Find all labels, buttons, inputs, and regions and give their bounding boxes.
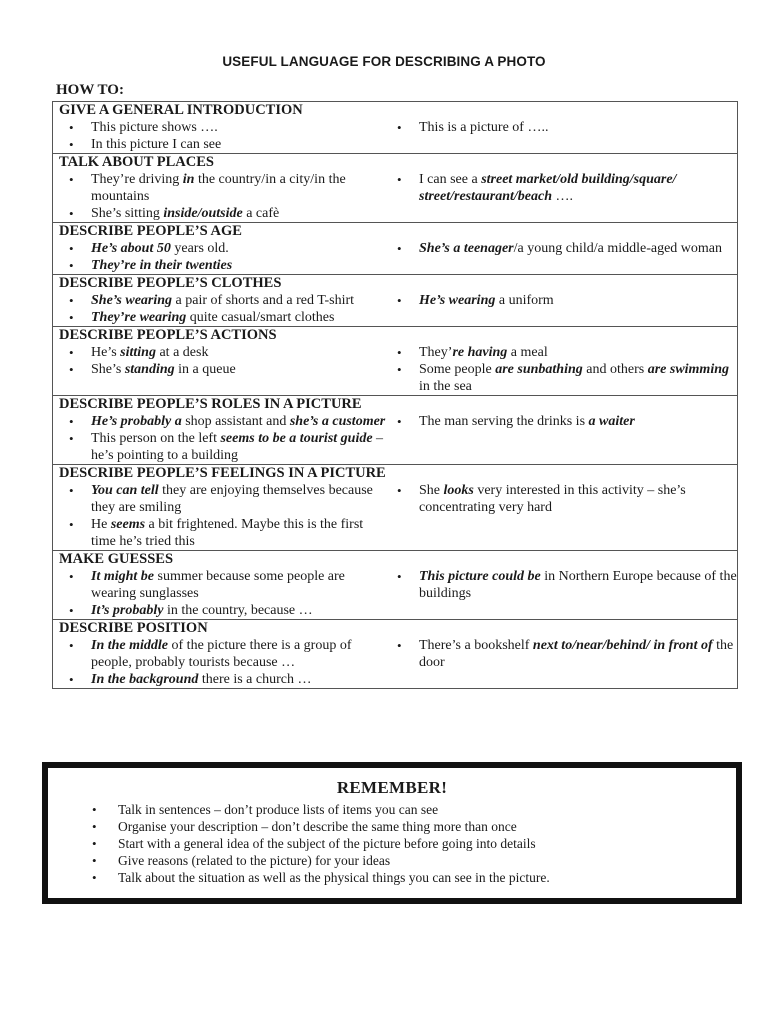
phrase-text: The man serving the drinks is (419, 414, 589, 429)
phrase-list (69, 240, 387, 274)
remember-item: • Talk about the situation as well as the physical things you can see in the picture. (92, 869, 736, 886)
section (53, 464, 737, 550)
phrase-column-left (53, 240, 387, 274)
phrase-text: There’s a bookshelf (419, 638, 533, 653)
phrase-list (69, 119, 387, 153)
phrase-list (397, 344, 737, 395)
phrase-text: /a young child/a middle-aged woman (513, 241, 723, 256)
section-heading: DESCRIBE PEOPLE’S ACTIONS (59, 327, 277, 343)
phrase-item (69, 637, 387, 671)
phrase-column-left (53, 413, 387, 464)
phrase-text: in a queue (174, 362, 236, 377)
section-body (53, 240, 737, 274)
key-phrase: seems (110, 517, 146, 532)
phrase-text: He (91, 517, 111, 532)
phrase-item (397, 361, 737, 395)
phrase-item (397, 171, 737, 205)
phrase-text: This is a picture of ….. (419, 120, 549, 135)
key-phrase: re having (452, 345, 508, 360)
phrase-list (397, 292, 737, 309)
phrase-item (69, 119, 387, 136)
section-body (53, 413, 737, 464)
phrase-item (69, 430, 387, 464)
remember-item: • Give reasons (related to the picture) for your ideas (92, 852, 736, 869)
phrase-item (397, 482, 737, 516)
key-phrase: He’s about 50 (91, 241, 171, 256)
section-body (53, 171, 737, 222)
phrase-text: a uniform (495, 293, 554, 308)
key-phrase: standing (124, 362, 175, 377)
phrase-list (397, 119, 737, 136)
key-phrase: sitting (120, 345, 156, 360)
phrase-column-right (387, 344, 737, 395)
phrase-list (69, 482, 387, 550)
phrase-list (69, 637, 387, 688)
phrase-column-right (387, 413, 737, 464)
phrase-item (69, 292, 387, 309)
phrase-text: She’s sitting (91, 206, 164, 221)
key-phrase: She’s a teenager (419, 241, 514, 256)
phrase-text: Some people (419, 362, 496, 377)
key-phrase: It might be (91, 569, 155, 584)
key-phrase: You can tell (91, 483, 159, 498)
phrase-text: summer because some people are wearing sunglasses (91, 569, 345, 601)
phrase-item (69, 205, 387, 222)
key-phrase: In the background (91, 672, 199, 687)
section (53, 102, 737, 153)
section (53, 326, 737, 395)
section (53, 274, 737, 326)
key-phrase: They’re wearing (91, 310, 187, 325)
phrase-text: a pair of shorts and a red T-shirt (172, 293, 355, 308)
phrase-item (397, 119, 737, 136)
key-phrase: They’re in their twenties (91, 258, 233, 273)
phrase-text: very interested in this activity – she’s concentrating very hard (419, 483, 686, 515)
section (53, 222, 737, 274)
phrase-item (69, 240, 387, 257)
phrase-text: years old. (170, 241, 229, 256)
phrase-item (69, 257, 387, 274)
key-phrase: He’s probably a (91, 414, 182, 429)
key-phrase: she’s a customer (289, 414, 386, 429)
phrase-text: This person on the left (91, 431, 221, 446)
remember-box (42, 762, 742, 904)
phrase-column-right (387, 240, 737, 274)
phrase-text: the door (419, 638, 734, 670)
phrase-table (52, 101, 738, 689)
phrase-item (397, 240, 737, 257)
section-body (53, 637, 737, 688)
phrase-text: at a desk (155, 345, 209, 360)
page-title: USEFUL LANGUAGE FOR DESCRIBING A PHOTO (222, 54, 546, 69)
phrase-list (397, 637, 737, 671)
phrase-item (69, 671, 387, 688)
key-phrase: in (182, 172, 195, 187)
section-heading: GIVE A GENERAL INTRODUCTION (59, 102, 303, 118)
phrase-column-right (387, 568, 737, 619)
phrase-column-left (53, 568, 387, 619)
key-phrase: In the middle (91, 638, 169, 653)
section-body (53, 482, 737, 550)
phrase-text: a meal (507, 345, 548, 360)
phrase-text: and others (582, 362, 648, 377)
section-heading: DESCRIBE PEOPLE’S FEELINGS IN A PICTURE (59, 465, 386, 481)
howto-heading: HOW TO: (56, 82, 124, 98)
phrase-column-right (387, 119, 737, 153)
phrase-text: there is a church … (198, 672, 312, 687)
section (53, 550, 737, 619)
phrase-item (397, 344, 737, 361)
phrase-text: He’s (91, 345, 121, 360)
phrase-text: They’ (419, 345, 453, 360)
section-body (53, 292, 737, 326)
phrase-item (397, 568, 737, 602)
phrase-list (69, 171, 387, 222)
phrase-column-right (387, 637, 737, 688)
key-phrase: are sunbathing (495, 362, 583, 377)
phrase-column-left (53, 344, 387, 395)
phrase-item (397, 413, 737, 430)
phrase-column-left (53, 292, 387, 326)
section (53, 395, 737, 464)
phrase-item (69, 602, 387, 619)
phrase-item (397, 292, 737, 309)
remember-list (92, 801, 736, 886)
section (53, 153, 737, 222)
key-phrase: She’s wearing (91, 293, 173, 308)
section-heading: DESCRIBE PEOPLE’S AGE (59, 223, 242, 239)
phrase-text: in the country, because … (163, 603, 313, 618)
phrase-text: in the sea (419, 379, 472, 394)
remember-item: • Talk in sentences – don’t produce lists of items you can see (92, 801, 736, 818)
key-phrase: This picture could be (419, 569, 541, 584)
phrase-text: in Northern Europe because of the buildings (419, 569, 737, 601)
phrase-list (397, 240, 737, 257)
phrase-text: of the picture there is a group of people, probably tourists because … (91, 638, 352, 670)
phrase-item (69, 309, 387, 326)
remember-item: • Start with a general idea of the subject of the picture before going into details (92, 835, 736, 852)
phrase-list (397, 568, 737, 602)
key-phrase: inside/outside (163, 206, 243, 221)
phrase-text: …. (552, 189, 574, 204)
phrase-text: shop assistant and (181, 414, 290, 429)
phrase-item (69, 482, 387, 516)
phrase-item (397, 637, 737, 671)
phrase-column-left (53, 171, 387, 222)
phrase-column-left (53, 119, 387, 153)
phrase-item (69, 344, 387, 361)
phrase-text: I can see a (419, 172, 482, 187)
phrase-list (69, 344, 387, 378)
phrase-item (69, 171, 387, 205)
phrase-item (69, 413, 387, 430)
phrase-text: they are enjoying themselves because they are smiling (91, 483, 373, 515)
section-body (53, 344, 737, 395)
key-phrase: It’s probably (91, 603, 164, 618)
remember-title: REMEMBER! (336, 778, 448, 797)
section-heading: MAKE GUESSES (59, 551, 174, 567)
section-heading: DESCRIBE PEOPLE’S CLOTHES (59, 275, 282, 291)
phrase-text: In this picture I can see (91, 137, 222, 152)
phrase-column-left (53, 482, 387, 550)
phrase-text: a bit frightened. Maybe this is the first time he’s tried this (91, 517, 364, 549)
key-phrase: next to/near/behind/ in front of (532, 638, 713, 653)
key-phrase: a waiter (588, 414, 635, 429)
phrase-list (397, 413, 737, 430)
phrase-text: quite casual/smart clothes (186, 310, 335, 325)
phrase-column-left (53, 637, 387, 688)
phrase-column-right (387, 292, 737, 326)
section-heading: DESCRIBE PEOPLE’S ROLES IN A PICTURE (59, 396, 362, 412)
phrase-list (69, 292, 387, 326)
phrase-column-right (387, 482, 737, 550)
section-heading: DESCRIBE POSITION (59, 620, 208, 636)
phrase-text: the country/in a city/in the mountains (91, 172, 346, 204)
phrase-item (69, 136, 387, 153)
phrase-text: They’re driving (91, 172, 183, 187)
key-phrase: He’s wearing (419, 293, 496, 308)
phrase-list (69, 413, 387, 464)
phrase-item (69, 568, 387, 602)
phrase-text: a cafè (242, 206, 280, 221)
phrase-text: She (419, 483, 444, 498)
key-phrase: are swimming (647, 362, 729, 377)
section (53, 619, 737, 688)
phrase-column-right (387, 171, 737, 222)
section-body (53, 568, 737, 619)
remember-item: • Organise your description – don’t describe the same thing more than once (92, 818, 736, 835)
key-phrase: street market/old building/square/ street/restaurant/beach (419, 172, 677, 204)
phrase-text: – he’s pointing to a building (91, 431, 384, 463)
key-phrase: looks (443, 483, 474, 498)
key-phrase: seems to be a tourist guide (220, 431, 373, 446)
phrase-list (397, 171, 737, 205)
section-body (53, 119, 737, 153)
phrase-text: She’s (91, 362, 125, 377)
phrase-item (69, 516, 387, 550)
section-heading: TALK ABOUT PLACES (59, 154, 214, 170)
phrase-item (69, 361, 387, 378)
phrase-list (397, 482, 737, 516)
phrase-text: This picture shows …. (91, 120, 218, 135)
phrase-list (69, 568, 387, 619)
